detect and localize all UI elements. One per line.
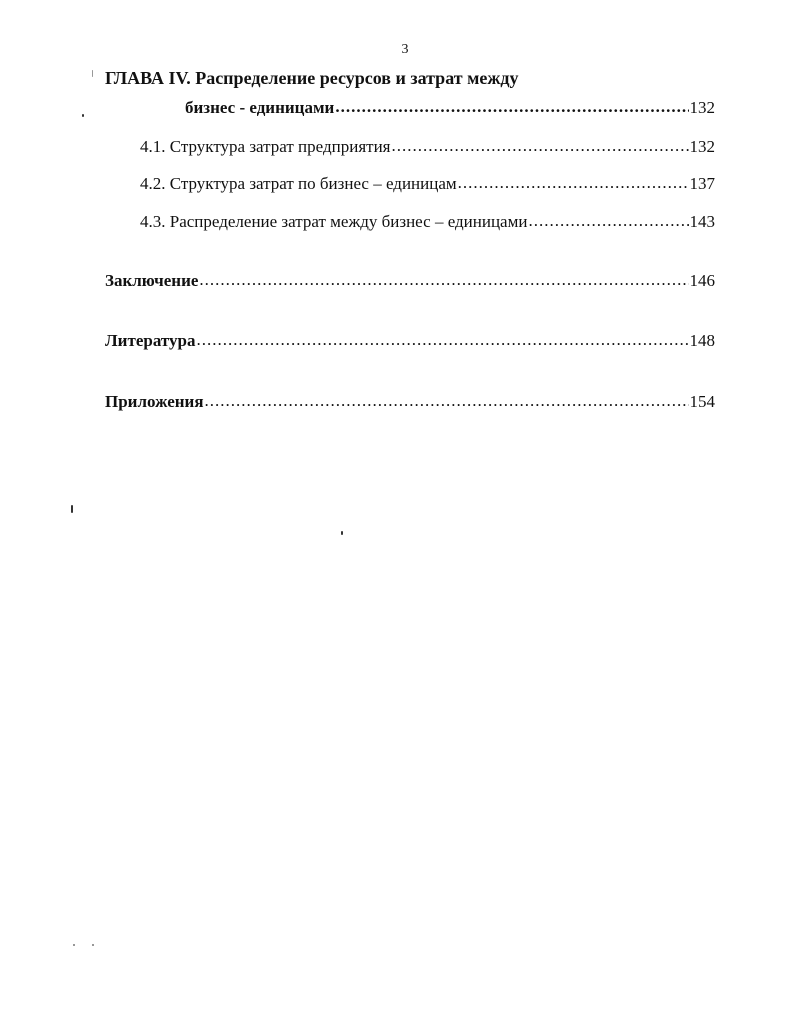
toc-entry-label: Приложения	[105, 392, 204, 411]
scan-speck	[71, 505, 73, 513]
toc-entry-label: Литература	[105, 331, 196, 350]
dot-leader	[391, 136, 688, 156]
scan-speck	[341, 531, 343, 535]
toc-entry	[140, 174, 715, 194]
toc-entry-conclusion	[105, 271, 715, 291]
toc-entry-page: 154	[689, 392, 715, 411]
toc-entry-page: 143	[689, 212, 715, 231]
scan-speck	[92, 944, 94, 946]
toc-entry-literature	[105, 331, 715, 351]
dot-leader	[528, 211, 688, 231]
toc-entry-label: бизнес - единицами	[185, 98, 335, 117]
toc-entry-label: Заключение	[105, 271, 199, 290]
toc-entry-page: 148	[689, 331, 715, 350]
dot-leader	[199, 270, 688, 290]
scan-speck	[73, 944, 75, 946]
toc-entry-label: 4.2. Структура затрат по бизнес – единицам	[140, 174, 457, 193]
scan-speck	[82, 114, 84, 117]
scan-speck	[92, 70, 93, 77]
toc-entry-page: 137	[689, 174, 715, 193]
toc-entry	[140, 212, 715, 232]
dot-leader	[196, 330, 688, 350]
dot-leader	[205, 391, 689, 411]
toc-entry-page: 132	[689, 98, 715, 117]
toc-entry-label: 4.3. Распределение затрат между бизнес – единицами	[140, 212, 528, 231]
toc-entry-chapter	[185, 98, 715, 118]
dot-leader	[458, 173, 689, 193]
chapter-title: ГЛАВА IV. Распределение ресурсов и затрат между	[105, 68, 519, 88]
page-number: 3	[401, 42, 409, 57]
dot-leader	[335, 97, 688, 117]
toc-entry-appendices	[105, 392, 715, 412]
toc-entry-label: 4.1. Структура затрат предприятия	[140, 137, 391, 156]
toc-entry-page: 146	[689, 271, 715, 290]
toc-entry	[140, 137, 715, 157]
toc-entry-page: 132	[689, 137, 715, 156]
